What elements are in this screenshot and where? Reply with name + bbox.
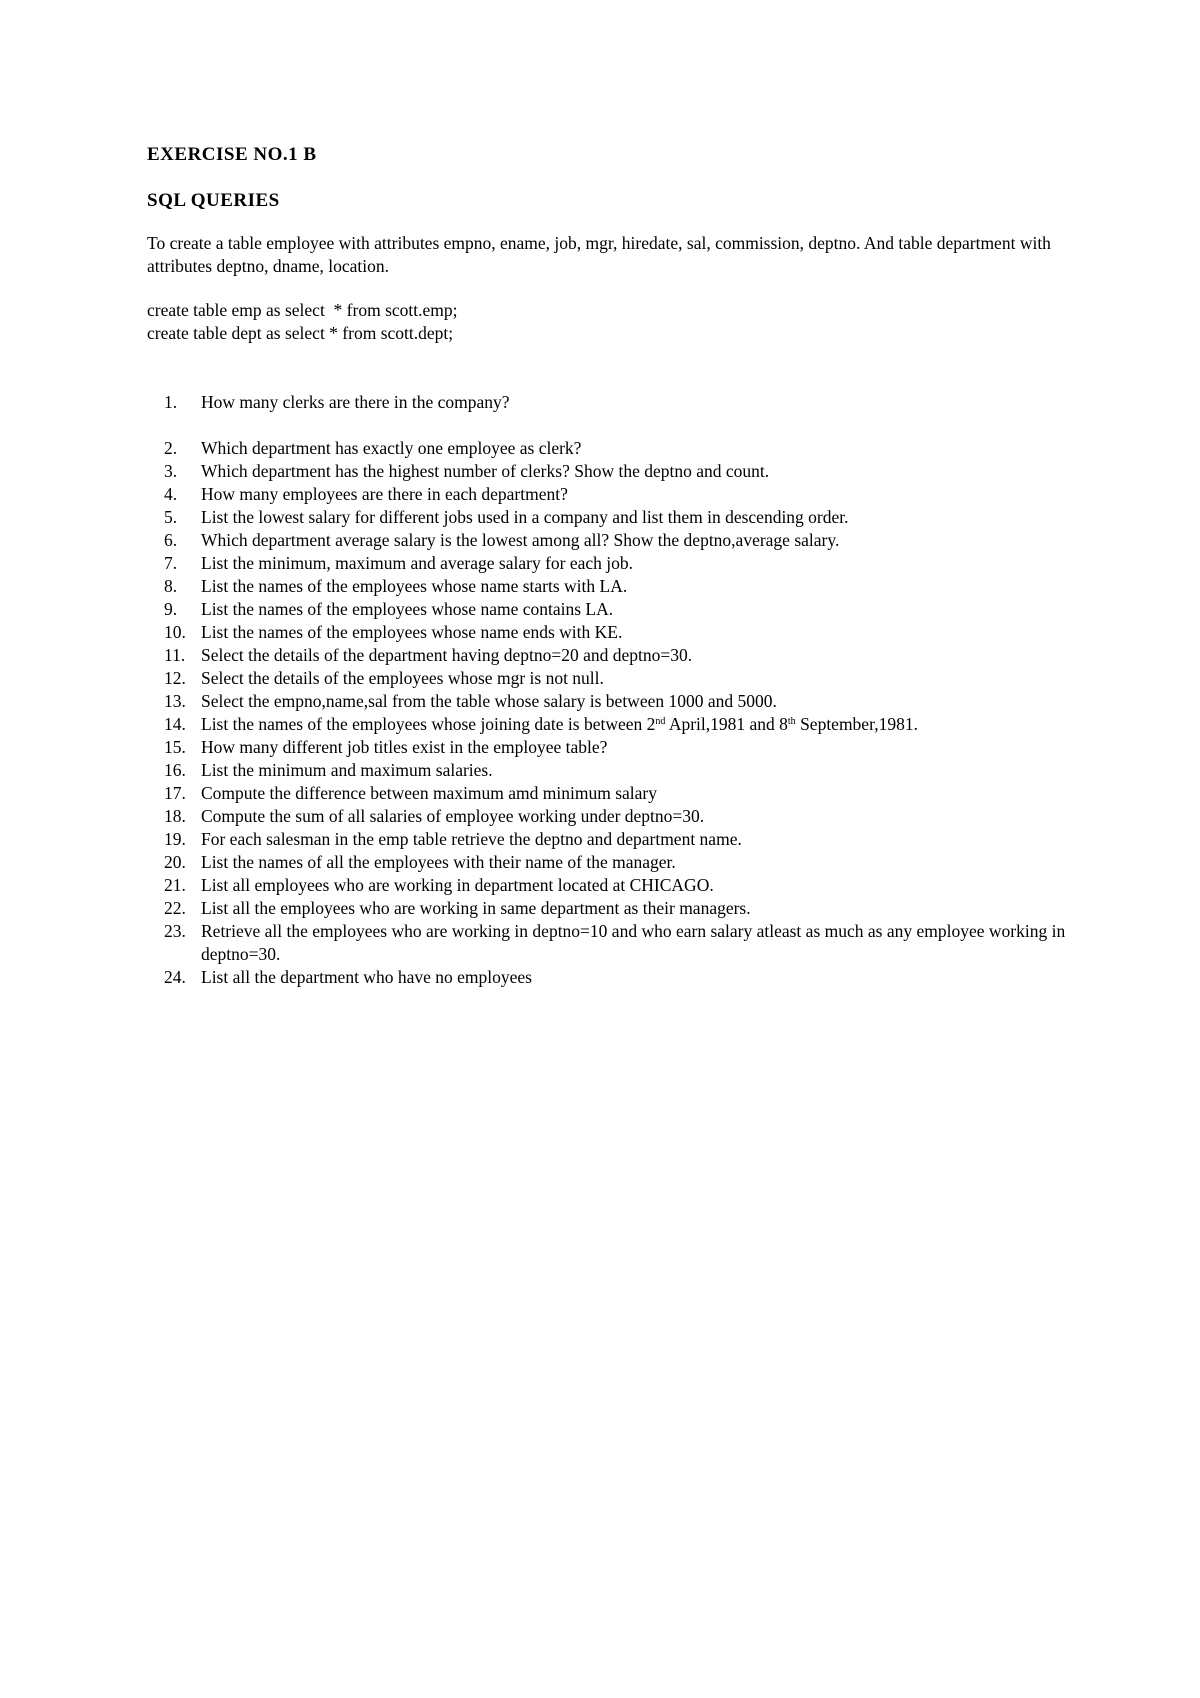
- question-number: 12.: [164, 668, 186, 688]
- question-number: 18.: [164, 806, 186, 826]
- code-line: create table dept as select * from scott.dept;: [147, 323, 454, 343]
- question-number: 19.: [164, 829, 186, 849]
- question-text-part: April,1981 and 8: [665, 714, 788, 734]
- ordinal-suffix: nd: [655, 716, 666, 727]
- ordinal-suffix: th: [787, 716, 796, 727]
- question-text: Retrieve all the employees who are working in deptno=10 and who earn salary atleast as much as any employee working in deptno=30.: [201, 921, 1066, 964]
- question-text: List the names of all the employees with their name of the manager.: [201, 852, 676, 872]
- question-item: [147, 667, 1077, 690]
- question-number: 2.: [164, 438, 178, 458]
- question-item: [147, 713, 1077, 736]
- question-number: 24.: [164, 967, 186, 987]
- question-text-part: List the names of the employees whose joining date is between 2: [201, 714, 656, 734]
- question-item: [147, 529, 1077, 552]
- question-number: 11.: [164, 645, 186, 665]
- question-text-part: September,1981.: [795, 714, 918, 734]
- question-item: [147, 874, 1077, 897]
- question-item: [147, 828, 1077, 851]
- question-item: [147, 391, 1077, 414]
- question-item: [147, 966, 1077, 989]
- question-item: [147, 920, 1077, 966]
- question-text: Compute the sum of all salaries of employee working under deptno=30.: [201, 806, 705, 826]
- question-item: [147, 483, 1077, 506]
- question-number: 22.: [164, 898, 186, 918]
- question-text: List all the department who have no employees: [201, 967, 532, 987]
- question-number: 17.: [164, 783, 186, 803]
- question-item: [147, 552, 1077, 575]
- question-text: List the lowest salary for different jobs used in a company and list them in descending order.: [201, 507, 849, 527]
- question-text: For each salesman in the emp table retrieve the deptno and department name.: [201, 829, 742, 849]
- question-number: 14.: [164, 714, 186, 734]
- question-number: 13.: [164, 691, 186, 711]
- question-item: [147, 437, 1077, 460]
- question-item: [147, 736, 1077, 759]
- question-text: List the names of the employees whose name contains LA.: [201, 599, 614, 619]
- question-item: [147, 621, 1077, 644]
- question-text: How many employees are there in each department?: [201, 484, 568, 504]
- question-item: [147, 690, 1077, 713]
- question-item: [147, 506, 1077, 529]
- question-item: [147, 460, 1077, 483]
- question-text: Select the details of the employees whose mgr is not null.: [201, 668, 604, 688]
- question-item: [147, 598, 1077, 621]
- question-number: 16.: [164, 760, 186, 780]
- question-number: 15.: [164, 737, 186, 757]
- intro-paragraph: To create a table employee with attributes empno, ename, job, mgr, hiredate, sal, commission, deptno. And table department with attributes deptno, dname, location.: [147, 233, 1051, 276]
- question-number: 8.: [164, 576, 178, 596]
- question-text: [201, 714, 918, 734]
- code-line: create table emp as select * from scott.emp;: [147, 300, 458, 320]
- sql-code-block: [147, 299, 1077, 345]
- question-number: 23.: [164, 921, 186, 941]
- question-text: List the minimum, maximum and average salary for each job.: [201, 553, 634, 573]
- question-number: 20.: [164, 852, 186, 872]
- question-number: 6.: [164, 530, 178, 550]
- section-title: SQL QUERIES: [147, 190, 280, 211]
- question-number: 9.: [164, 599, 178, 619]
- question-item: [147, 805, 1077, 828]
- question-item: [147, 897, 1077, 920]
- question-item: [147, 782, 1077, 805]
- question-text: List all the employees who are working in same department as their managers.: [201, 898, 751, 918]
- question-text: Select the details of the department having deptno=20 and deptno=30.: [201, 645, 693, 665]
- document-content: [147, 143, 1077, 989]
- question-item: [147, 759, 1077, 782]
- question-item: [147, 851, 1077, 874]
- question-list: [147, 391, 1077, 989]
- question-text: Which department has the highest number of clerks? Show the deptno and count.: [201, 461, 770, 481]
- question-text: Which department average salary is the lowest among all? Show the deptno,average salary.: [201, 530, 840, 550]
- question-text: List the minimum and maximum salaries.: [201, 760, 493, 780]
- question-text: Which department has exactly one employee as clerk?: [201, 438, 582, 458]
- question-number: 4.: [164, 484, 178, 504]
- question-number: 21.: [164, 875, 186, 895]
- question-text: List the names of the employees whose name starts with LA.: [201, 576, 628, 596]
- question-item: [147, 644, 1077, 667]
- question-number: 7.: [164, 553, 178, 573]
- question-text: How many clerks are there in the company?: [201, 392, 510, 412]
- exercise-title: EXERCISE NO.1 B: [147, 144, 317, 165]
- question-number: 1.: [164, 392, 178, 412]
- question-number: 3.: [164, 461, 178, 481]
- question-number: 5.: [164, 507, 178, 527]
- question-text: Compute the difference between maximum amd minimum salary: [201, 783, 658, 803]
- question-text: List the names of the employees whose name ends with KE.: [201, 622, 623, 642]
- question-text: How many different job titles exist in the employee table?: [201, 737, 608, 757]
- question-item: [147, 575, 1077, 598]
- question-text: Select the empno,name,sal from the table whose salary is between 1000 and 5000.: [201, 691, 777, 711]
- question-number: 10.: [164, 622, 186, 642]
- question-text: List all employees who are working in department located at CHICAGO.: [201, 875, 714, 895]
